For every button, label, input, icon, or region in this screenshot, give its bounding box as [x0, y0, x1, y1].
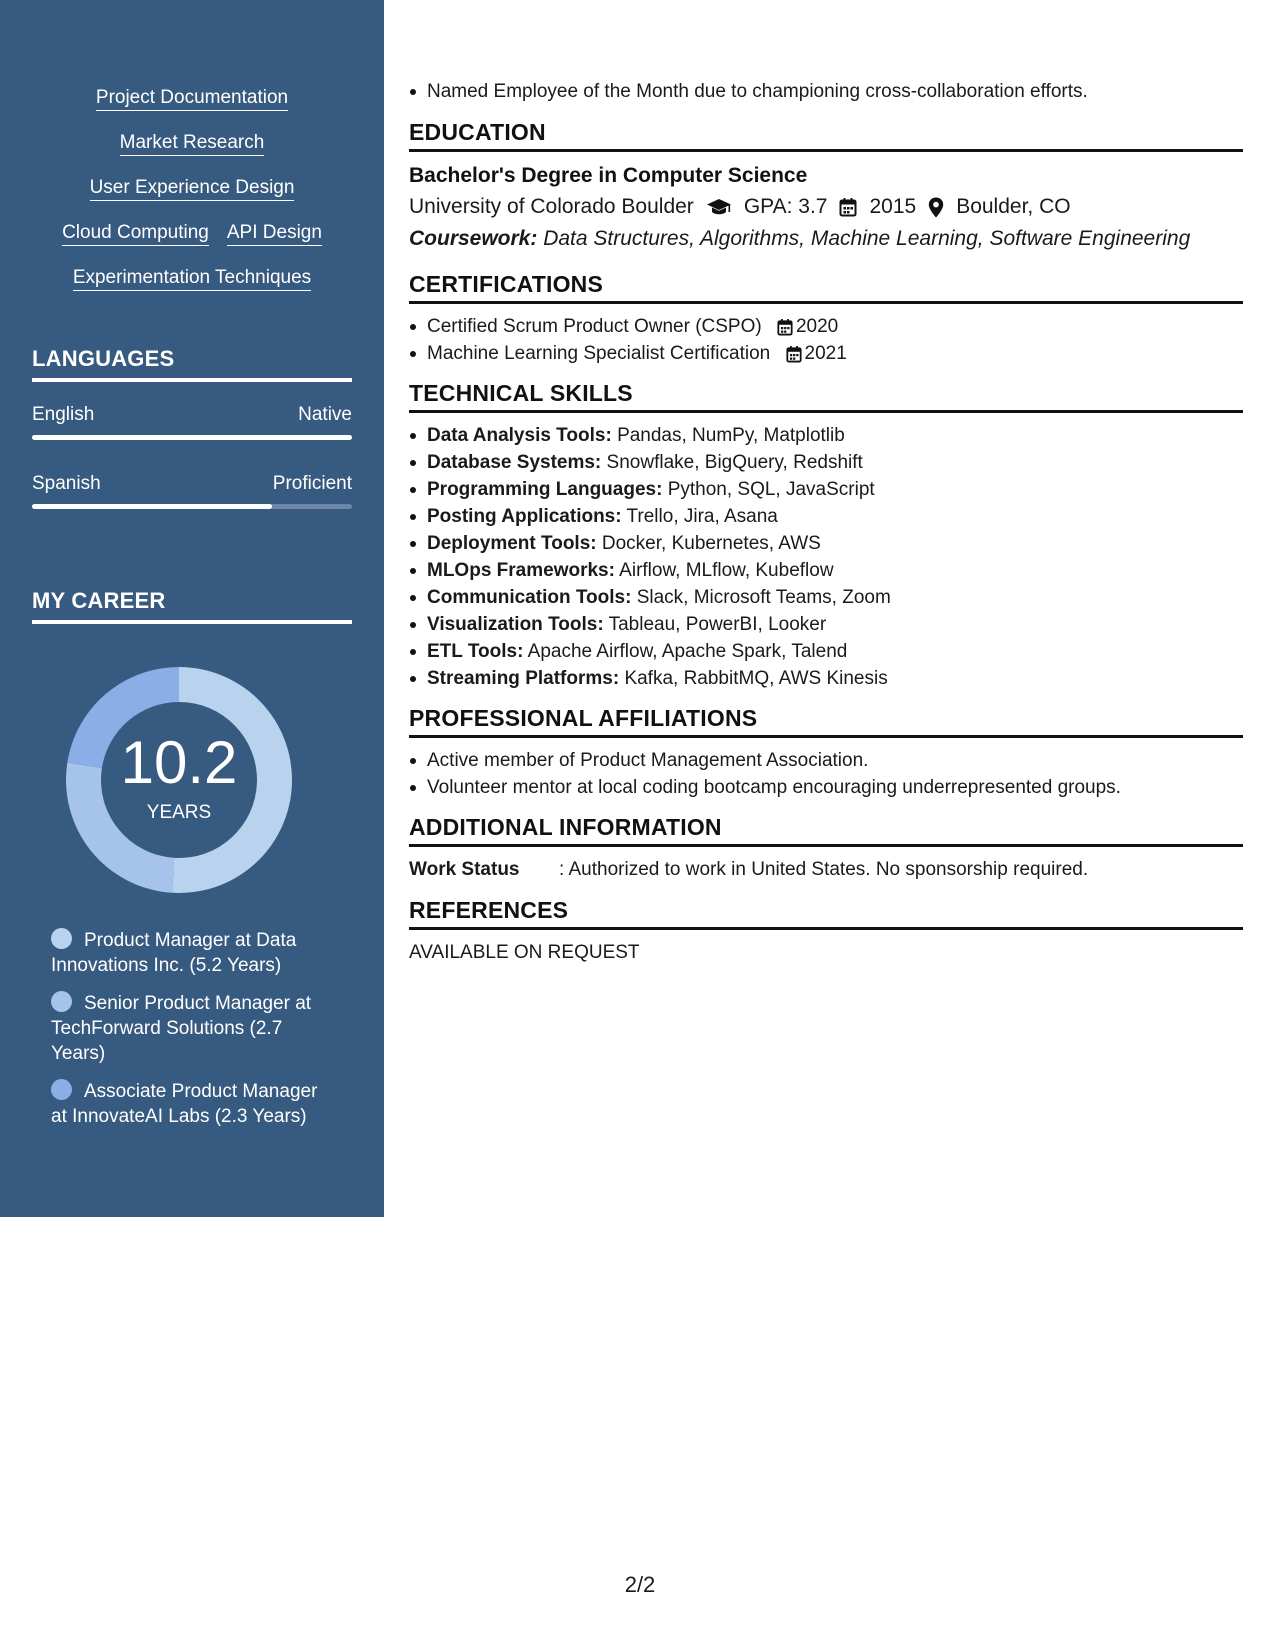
- language-name: Spanish: [32, 473, 101, 494]
- skill-row: [0, 131, 384, 156]
- skill-label: Deployment Tools:: [427, 533, 597, 554]
- skill-item: [409, 422, 1243, 449]
- skill-label: Programming Languages:: [427, 479, 663, 500]
- languages-heading: LANGUAGES: [32, 346, 352, 382]
- school-name: University of Colorado Boulder: [409, 195, 694, 218]
- sidebar: [0, 0, 384, 1217]
- education-heading: EDUCATION: [409, 119, 1243, 152]
- career-legend: [51, 928, 331, 1142]
- skill-value: Apache Airflow, Apache Spark, Talend: [527, 641, 848, 662]
- education-location: Boulder, CO: [956, 195, 1071, 218]
- work-status-label: Work Status: [409, 859, 520, 880]
- career-legend-label: Associate Product Manager at InnovateAI Labs (2.3 Years): [51, 1081, 318, 1127]
- graduation-year: 2015: [869, 195, 917, 218]
- skill-value: Tableau, PowerBI, Looker: [608, 614, 827, 635]
- skill-label: MLOps Frameworks:: [427, 560, 615, 581]
- affiliations-list: [409, 747, 1243, 801]
- skill-item: [409, 665, 1243, 692]
- skill-row: [0, 221, 384, 246]
- work-status-value: : Authorized to work in United States. No sponsorship required.: [559, 859, 1089, 880]
- affiliation-item: Active member of Product Management Association.: [409, 747, 1243, 774]
- career-total-unit: YEARS: [146, 802, 212, 823]
- skill-value: Docker, Kubernetes, AWS: [601, 533, 821, 554]
- career-legend-label: Senior Product Manager at TechForward Solutions (2.7 Years): [51, 993, 312, 1064]
- calendar-icon: [786, 345, 802, 363]
- language-row-spanish: [32, 473, 352, 495]
- additional-info-heading: ADDITIONAL INFORMATION: [409, 814, 1243, 847]
- legend-dot-icon: [51, 1079, 72, 1100]
- graduation-cap-icon: [706, 197, 732, 217]
- coursework-list: Data Structures, Algorithms, Machine Learning, Software Engineering: [543, 227, 1191, 250]
- legend-dot-icon: [51, 991, 72, 1012]
- gpa: GPA: 3.7: [743, 195, 828, 218]
- education-details: [409, 191, 1243, 223]
- skill-item: [409, 638, 1243, 665]
- skill-item: [409, 503, 1243, 530]
- technical-skills-list: [409, 422, 1243, 692]
- calendar-icon: [777, 318, 793, 336]
- skill-tags: [0, 86, 384, 311]
- skill-value: Trello, Jira, Asana: [626, 506, 778, 527]
- skill-label: Database Systems:: [427, 452, 602, 473]
- experience-bullet: Named Employee of the Month due to championing cross-collaboration efforts.: [409, 78, 1243, 105]
- legend-dot-icon: [51, 928, 72, 949]
- affiliation-item: Volunteer mentor at local coding bootcamp encouraging underrepresented groups.: [409, 774, 1243, 801]
- coursework-label: Coursework:: [409, 227, 538, 250]
- skill-tag: User Experience Design: [90, 176, 295, 201]
- skill-row: [0, 86, 384, 111]
- skill-tag: Market Research: [120, 131, 265, 156]
- coursework: [409, 223, 1243, 254]
- skill-tag: Project Documentation: [96, 86, 288, 111]
- career-legend-item: [51, 1079, 331, 1129]
- language-row-english: [32, 404, 352, 426]
- affiliations-heading: PROFESSIONAL AFFILIATIONS: [409, 705, 1243, 738]
- career-legend-item: [51, 928, 331, 978]
- location-pin-icon: [928, 197, 944, 218]
- skill-item: [409, 530, 1243, 557]
- technical-skills-heading: TECHNICAL SKILLS: [409, 380, 1243, 413]
- page-number: 2/2: [624, 1572, 656, 1597]
- language-bar-fill: [32, 504, 272, 509]
- skill-tag: Cloud Computing: [62, 221, 209, 246]
- skill-label: ETL Tools:: [427, 641, 524, 662]
- language-bar-fill: [32, 435, 352, 440]
- skill-label: Communication Tools:: [427, 587, 632, 608]
- skill-row: [0, 266, 384, 291]
- skill-item: [409, 476, 1243, 503]
- skill-label: Streaming Platforms:: [427, 668, 620, 689]
- main-content: [409, 78, 1243, 966]
- skill-item: [409, 449, 1243, 476]
- certifications-heading: CERTIFICATIONS: [409, 271, 1243, 304]
- certifications-list: [409, 313, 1243, 367]
- calendar-icon: [839, 197, 857, 217]
- references-text: AVAILABLE ON REQUEST: [409, 942, 640, 963]
- certification-name: Certified Scrum Product Owner (CSPO): [427, 316, 762, 337]
- skill-item: [409, 611, 1243, 638]
- skill-value: Pandas, NumPy, Matplotlib: [617, 425, 845, 446]
- career-legend-label: Product Manager at Data Innovations Inc. (5.2 Years): [51, 930, 297, 976]
- work-status-row: [409, 856, 1243, 883]
- degree-title: Bachelor's Degree in Computer Science: [409, 164, 808, 187]
- skill-item: [409, 584, 1243, 611]
- skill-label: Posting Applications:: [427, 506, 622, 527]
- certification-item: [409, 340, 1243, 367]
- skill-label: Data Analysis Tools:: [427, 425, 612, 446]
- skill-tag: Experimentation Techniques: [73, 266, 311, 291]
- references-heading: REFERENCES: [409, 897, 1243, 930]
- certification-year: 2021: [804, 343, 847, 364]
- certification-item: [409, 313, 1243, 340]
- language-level: Proficient: [272, 473, 352, 494]
- language-bar-english: [32, 435, 352, 440]
- experience-bullets: [409, 78, 1243, 105]
- skill-value: Slack, Microsoft Teams, Zoom: [636, 587, 891, 608]
- language-bar-spanish: [32, 504, 352, 509]
- skill-value: Snowflake, BigQuery, Redshift: [606, 452, 863, 473]
- skill-row: [0, 176, 384, 201]
- skill-tag: API Design: [227, 221, 322, 246]
- career-legend-item: [51, 991, 331, 1066]
- certification-year: 2020: [795, 316, 839, 337]
- skill-value: Kafka, RabbitMQ, AWS Kinesis: [624, 668, 888, 689]
- language-name: English: [32, 404, 95, 425]
- language-level: Native: [298, 404, 352, 425]
- skill-item: [409, 557, 1243, 584]
- skill-value: Airflow, MLflow, Kubeflow: [619, 560, 834, 581]
- skill-value: Python, SQL, JavaScript: [667, 479, 875, 500]
- career-heading: MY CAREER: [32, 588, 352, 624]
- career-total-years: 10.2: [120, 729, 238, 796]
- skill-label: Visualization Tools:: [427, 614, 604, 635]
- certification-name: Machine Learning Specialist Certification: [427, 343, 771, 364]
